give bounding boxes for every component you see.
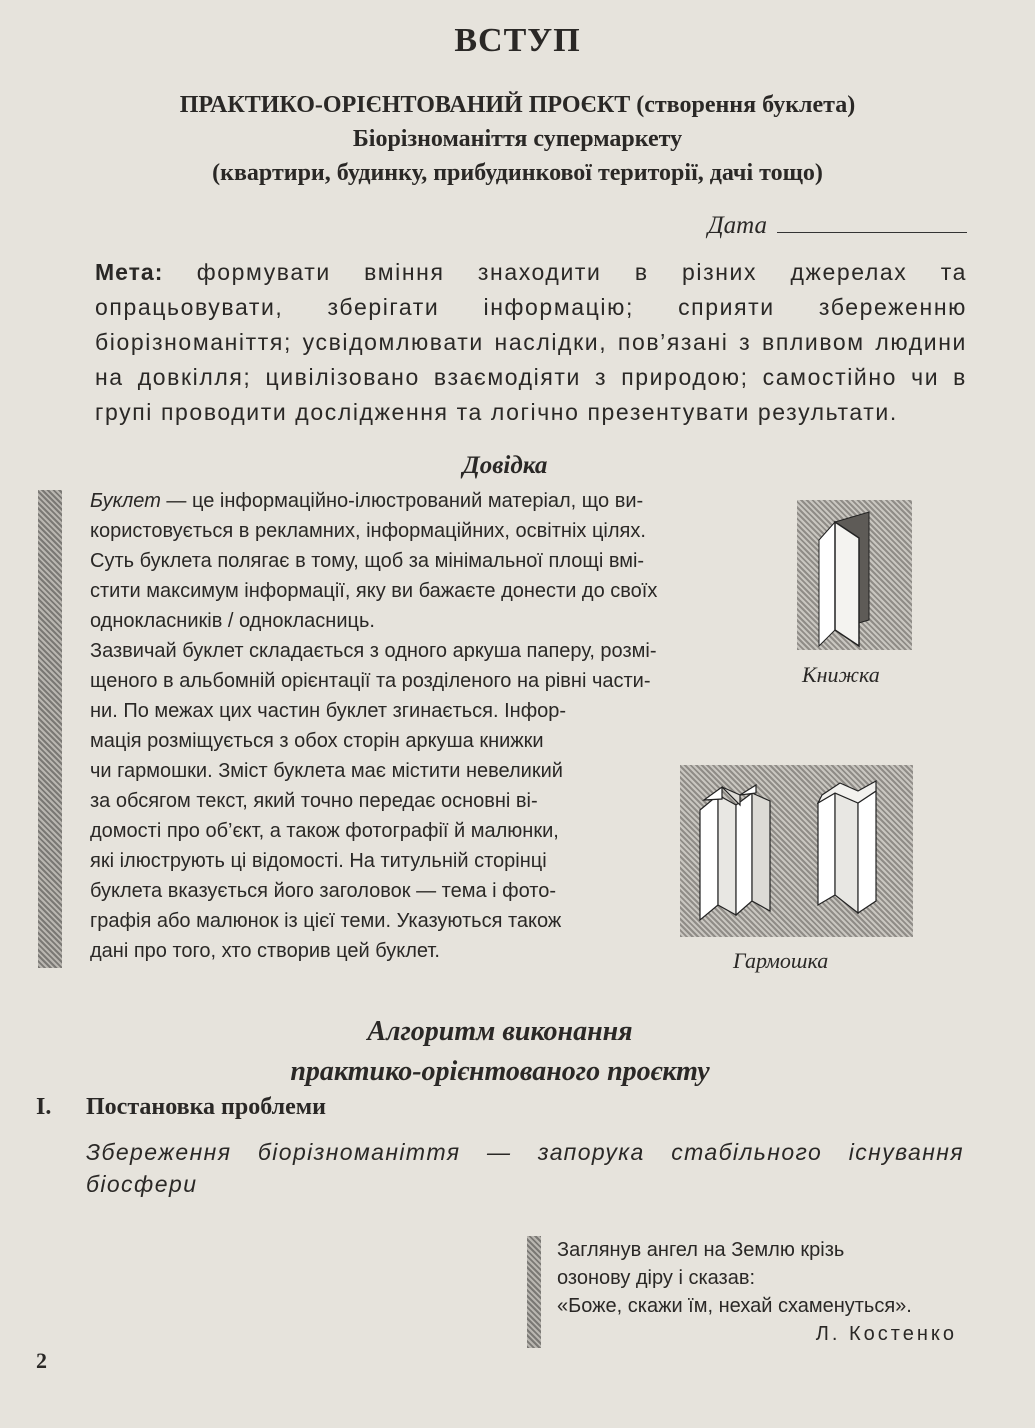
reference-line: графія або малюнок із цієї теми. Указуються також (90, 910, 562, 932)
reference-text (90, 486, 657, 966)
date-field (708, 212, 967, 240)
quote-line-2: озонову діру і сказав: (557, 1267, 756, 1289)
book-fold-figure (797, 500, 912, 650)
subtitle-project-type: ПРАКТИКО-ОРІЄНТОВАНИЙ ПРОЄКТ (179, 92, 631, 118)
section-1-text: Збереження біорізноманіття — запорука стабільного існування біосфери (86, 1139, 964, 1197)
goal-text: формувати вміння знаходити в різних джерелах та опрацьовувати, зберігати інформацію; сприяти збереженню біорізноманіття; усвідомлювати наслідки, пов’язані з впливом людини на довкілля; цивілізовано взаємодіяти з природою; самостійно чи в групі проводити дослідження та логічно презентувати результати. (95, 259, 967, 425)
book-fold-icon (797, 500, 912, 650)
section-1-number: I. (36, 1094, 52, 1120)
booklet-term: Буклет (90, 490, 161, 512)
reference-line: домості про об’єкт, а також фотографії й малюнки, (90, 820, 559, 842)
quote-author: Л. Костенко (815, 1323, 957, 1345)
accordion-fold-icon (680, 765, 913, 937)
algorithm-title (0, 1012, 1000, 1092)
reference-line: однокласників / однокласниць. (90, 610, 375, 632)
quote-line-1: Заглянув ангел на Землю крізь (557, 1239, 845, 1261)
reference-line: за обсягом текст, який точно передає основні ві- (90, 790, 538, 812)
page-title: ВСТУП (454, 22, 581, 59)
reference-line: Зазвичай буклет складається з одного аркуша паперу, розмі- (90, 640, 657, 662)
reference-line: дані про того, хто створив цей буклет. (90, 940, 440, 962)
quote-side-bar (527, 1236, 541, 1348)
algorithm-title-line-1: Алгоритм виконання (367, 1016, 633, 1047)
page-number: 2 (36, 1348, 47, 1373)
reference-line: користовується в рекламних, інформаційних, освітніх цілях. (90, 520, 646, 542)
epigraph-quote (557, 1236, 957, 1348)
subtitle-line-2: Біорізноманіття супермаркету (352, 126, 683, 152)
reference-line: стити максимум інформації, яку ви бажаєте донести до своїх (90, 580, 658, 602)
goal-label: Мета: (95, 259, 164, 285)
reference-line (90, 486, 657, 516)
project-subtitle (60, 88, 975, 190)
reference-line: буклета вказується його заголовок — тема і фото- (90, 880, 556, 902)
date-blank-line[interactable] (777, 212, 967, 233)
reference-line: чи гармошки. Зміст буклета має містити невеликий (90, 760, 563, 782)
reference-line: які ілюструють ці відомості. На титульній сторінці (90, 850, 547, 872)
reference-line: щеного в альбомній орієнтації та розділеного на рівні части- (90, 670, 651, 692)
reference-heading: Довідка (462, 452, 548, 479)
reference-line: мація розміщується з обох сторін аркуша книжки (90, 730, 544, 752)
subtitle-line-3: (квартири, будинку, прибудинкової території, дачі тощо) (212, 160, 823, 186)
accordion-fold-caption: Гармошка (733, 948, 829, 973)
quote-line-3: «Боже, скажи їм, нехай схаменуться». (557, 1295, 912, 1317)
goal-paragraph (95, 255, 967, 430)
algorithm-title-line-2: практико-орієнтованого проєкту (290, 1056, 710, 1087)
accordion-fold-figure (680, 765, 913, 937)
reference-line: Суть буклета полягає в тому, щоб за мінімальної площі вмі- (90, 550, 645, 572)
reference-line: ни. По межах цих частин буклет згинається. Інфор- (90, 700, 567, 722)
section-1-title: Постановка проблеми (86, 1094, 326, 1120)
date-label: Дата (707, 212, 767, 239)
section-1-heading (36, 1094, 326, 1121)
subtitle-line-1 (60, 88, 975, 122)
reference-side-bar (38, 490, 62, 968)
subtitle-project-note: (створення буклета) (630, 92, 856, 118)
book-fold-caption: Книжка (802, 662, 880, 687)
reference-line-0-rest: — це інформаційно-ілюстрований матеріал, що ви- (160, 490, 644, 512)
